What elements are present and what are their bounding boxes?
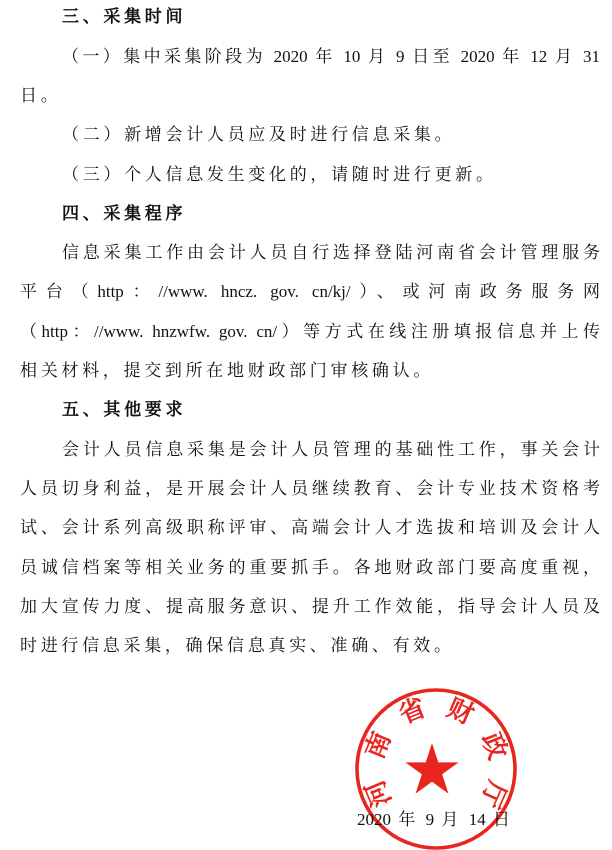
paragraph-line: （二）新增会计人员应及时进行信息采集。 [62,125,456,145]
paragraph-line: 人员切身利益，是开展会计人员继续教育、会计专业技术资格考 [20,478,600,498]
paragraph-line: 信息采集工作由会计人员自行选择登陆河南省会计管理服务 [62,243,600,263]
paragraph [20,37,600,116]
document-body [20,0,600,665]
paragraph-line: 会计人员信息采集是会计人员管理的基础性工作，事关会计 [62,439,600,459]
paragraph-line: （三）个人信息发生变化的，请随时进行更新。 [62,164,497,184]
paragraph [20,115,600,154]
paragraph-line: 加大宣传力度、提高服务意识、提升工作效能，指导会计人员及 [20,596,600,616]
seal-char: 南 [359,727,398,764]
paragraph-line: 员诚信档案等相关业务的重要抓手。各地财政部门要高度重视， [20,557,600,577]
paragraph [20,155,600,194]
issue-date: 2020 年 9 月 14 日 [357,810,510,829]
paragraph-line: 平台（http：//www. hncz. gov. cn/kj/）、或河南政务服务网 [20,282,600,302]
paragraph-line: 时进行信息采集，确保信息真实、准确、有效。 [20,636,455,656]
section-heading: 三、采集时间 [62,7,187,27]
section [20,390,600,665]
paragraph-line: （http：//www. hnzwfw. gov. cn/）等方式在线注册填报信息并上传 [20,321,600,341]
paragraph [20,233,600,390]
section [20,0,600,194]
paragraph-line: 试、会计系列高级职称评审、高端会计人才选拔和培训及会计人 [20,518,600,538]
official-seal [352,684,520,850]
seal-char: 省 [394,692,431,731]
section [20,194,600,390]
seal-char: 河 [360,775,398,812]
paragraph [20,430,600,666]
paragraph-line: 日。 [20,86,62,105]
section-heading: 五、其他要求 [62,400,187,420]
seal-char: 政 [475,728,513,764]
section-heading: 四、采集程序 [62,203,187,223]
seal-char: 厅 [473,776,512,813]
seal-char: 财 [442,693,479,731]
paragraph-line: 相关材料，提交到所在地财政部门审核确认。 [20,361,434,381]
paragraph-line: （一）集中采集阶段为 2020 年 10 月 9 日至 2020 年 12 月 31 [62,46,600,66]
seal-star-icon [405,743,458,794]
